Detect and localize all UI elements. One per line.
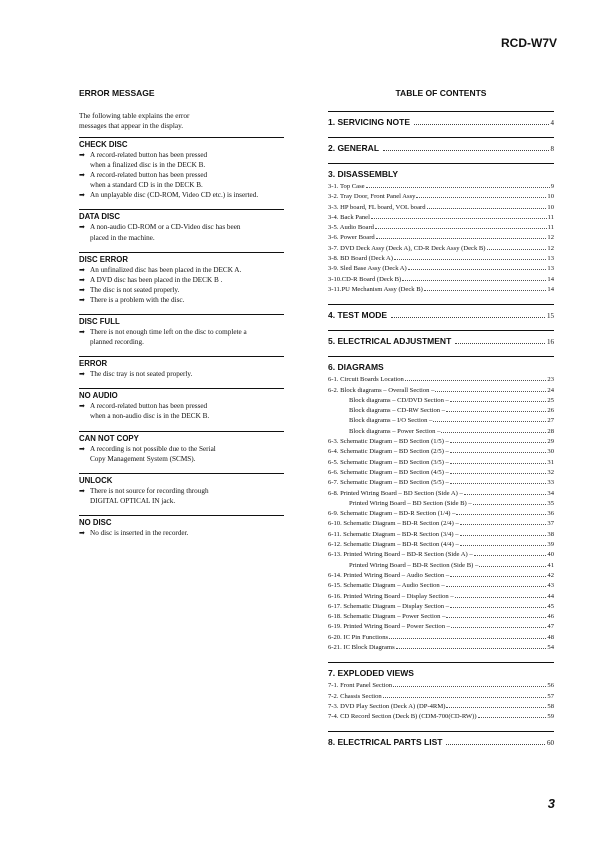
toc-entry[interactable] [328,692,554,702]
error-explanation-line [79,150,284,160]
toc-entry-label: 3-9. Sled Base Assy (Deck A) [328,265,407,273]
toc-page-number: 28 [547,427,554,435]
toc-entry-label: 6-6. Schematic Diagram – BD Section (4/5) – [328,468,449,476]
error-explanation-text: A record-related button has been pressed [90,171,208,180]
toc-entry-label: 7-4. CD Record Section (Deck B) (CDM-700(CD-RW)) [328,713,477,721]
toc-entry[interactable] [328,540,554,550]
toc-page-number: 8 [550,145,554,153]
toc-entry[interactable] [328,192,554,202]
toc-entry-label: 6-10. Schematic Diagram – BD-R Section (2/4) – [328,520,459,528]
toc-entry-label: 7-2. Chassis Section [328,692,382,700]
toc-entry-label: 3-4. Back Panel [328,213,370,221]
intro-line: The following table explains the error [79,111,190,120]
toc-section-label: 2. GENERAL [328,143,380,153]
arrow-right-icon: ➡ [79,295,86,304]
toc-page-number: 12 [547,244,554,252]
toc-page-number: 39 [547,541,554,549]
error-explanation-text: There is not enough time left on the disc to complete a [90,328,247,337]
toc-entry-label: 7-1. Front Panel Section [328,682,393,690]
toc-entry-label: 6-16. Printed Wiring Board – Display Section – [328,592,454,600]
dot-leader [435,391,546,392]
toc-entry[interactable] [328,213,554,223]
error-explanation-text: A recording is not possible due to the Serial [90,444,216,453]
dot-leader [414,124,548,125]
toc-section [328,662,554,722]
toc-page-number: 57 [547,692,554,700]
error-message-item [79,209,284,242]
toc-entry[interactable] [328,254,554,264]
toc-entry-label: Block diagrams – I/O Section – [349,417,433,425]
toc-page-number: 27 [547,417,554,425]
error-explanation-line [79,160,284,170]
toc-entry[interactable] [328,489,554,499]
toc-page-number: 31 [547,458,554,466]
toc-page-number: 35 [547,499,554,507]
toc-entry[interactable] [328,592,554,602]
error-explanation-line [79,369,284,379]
dot-leader [450,576,546,577]
toc-entry-label: 6-18. Schematic Diagram – Power Section – [328,613,446,621]
toc-entry-label: 6-11. Schematic Diagram – BD-R Section (3/4) – [328,530,459,538]
toc-entry-label: 3-10.CD-R Board (Deck B) [328,275,402,283]
toc-entry-label: 6-13. Printed Wiring Board – BD-R Section (Side A) – [328,551,473,559]
toc-page-number: 14 [547,285,554,293]
toc-page-number: 16 [547,338,554,347]
error-explanation-line [79,337,284,347]
dot-leader [460,535,547,536]
toc-page-number: 41 [547,561,554,569]
dot-leader [376,238,547,239]
toc-page-number: 48 [547,633,554,641]
error-explanation-line [79,401,284,411]
error-message-item [79,314,284,347]
arrow-right-icon: ➡ [79,191,86,200]
error-explanation-text: Copy Management System (SCMS). [90,454,196,463]
dot-leader [375,228,547,229]
error-explanation-line [79,190,284,200]
toc-entry-label: Printed Wiring Board – BD-R Section (Side B) – [349,561,479,569]
error-explanation-line [79,222,284,232]
error-explanation-text: DIGITAL OPTICAL IN jack. [90,496,176,505]
error-explanation-text: The disc is not seated properly. [90,285,180,294]
toc-page-number: 24 [547,386,554,394]
toc-entry[interactable] [328,550,554,560]
toc-section-title[interactable]: 6. DIAGRAMS [328,362,384,373]
error-explanation-text: planned recording. [90,338,144,347]
toc-page-number: 32 [547,468,554,476]
dot-leader [487,249,547,250]
dot-leader [405,380,547,381]
dot-leader [450,607,546,608]
error-explanation-text: A record-related button has been pressed [90,402,208,411]
dot-leader [450,473,547,474]
dot-leader [460,524,547,525]
toc-section [328,356,554,653]
dot-leader [464,494,547,495]
toc-entry-list [328,182,554,295]
dot-leader [450,452,547,453]
error-explanation-text: A record-related button has been pressed [90,151,208,159]
dot-leader [408,269,547,270]
toc-section-label: 8. ELECTRICAL PARTS LIST [328,737,443,748]
toc-section-title[interactable]: 7. EXPLODED VIEWS [328,668,414,679]
toc-entry-label: 6-15. Schematic Diagram – Audio Section – [328,582,445,590]
dot-leader [450,483,547,484]
toc-entry-list [328,375,554,653]
toc-entry[interactable] [328,681,554,691]
dot-leader [391,317,545,318]
toc-entry[interactable] [328,561,554,571]
toc-entry-label: 3-2. Tray Door, Front Panel Assy [328,193,416,201]
toc-entry[interactable] [328,375,554,385]
arrow-right-icon: ➡ [79,171,86,180]
toc-entry[interactable] [328,712,554,722]
dot-leader [427,208,547,209]
toc-section-list [328,111,554,748]
error-explanation-line [79,528,284,538]
toc-section-title[interactable]: 3. DISASSEMBLY [328,169,399,179]
dot-leader [460,545,547,546]
toc-entry-label: 6-1. Circuit Boards Location [328,376,404,384]
toc-page-number: 10 [547,203,554,211]
error-explanation-text: A non-audio CD-ROM or a CD-Video disc has been [90,223,241,232]
error-message-list [79,137,284,538]
toc-entry-label: 6-3. Schematic Diagram – BD Section (1/5) – [328,438,449,446]
toc-page-number: 26 [547,407,554,415]
toc-page-number: 33 [547,479,554,487]
toc-entry[interactable] [328,223,554,233]
error-message-item [79,388,284,421]
dot-leader [446,744,545,745]
toc-entry[interactable] [328,530,554,540]
toc-entry-label: 6-4. Schematic Diagram – BD Section (2/5) – [328,448,449,456]
toc-entry[interactable] [328,233,554,243]
toc-section [328,304,554,321]
toc-entry-list [328,681,554,722]
error-code: CHECK DISC [79,137,284,149]
toc-entry-label: 3-6. Power Board [328,234,375,242]
toc-entry[interactable] [328,519,554,529]
toc-page-number: 56 [547,682,554,690]
toc-heading: TABLE OF CONTENTS [395,88,487,98]
error-explanation-line [79,327,284,337]
error-message-item [79,137,284,200]
toc-page-number: 23 [547,376,554,384]
dot-leader [383,697,547,698]
error-code: DISC ERROR [79,252,284,264]
toc-page-number: 34 [547,489,554,497]
toc-entry[interactable] [328,622,554,632]
error-explanation-line [79,454,284,464]
toc-entry-label: 6-20. IC Pin Functions [328,633,389,641]
toc-entry[interactable] [328,478,554,488]
toc-entry-label: 3-8. BD Board (Deck A) [328,255,394,263]
toc-page-number: 25 [547,396,554,404]
dot-leader [446,586,547,587]
error-explanation-line [79,496,284,506]
error-explanation-text: when a standard CD is in the DECK B. [90,181,203,190]
toc-entry[interactable] [328,203,554,213]
toc-section-title[interactable] [328,336,554,347]
error-explanation-text: The disc tray is not seated properly. [90,370,193,379]
dot-leader [441,432,546,433]
error-message-item [79,431,284,464]
toc-page-number: 44 [547,592,554,600]
toc-page-number: 13 [547,265,554,273]
toc-section [328,163,554,295]
toc-section-label: 5. ELECTRICAL ADJUSTMENT [328,336,452,347]
toc-page-number: 42 [547,571,554,579]
toc-entry[interactable] [328,396,554,406]
error-explanation-line [79,411,284,421]
error-code: ERROR [79,356,284,368]
error-explanation-text: when a non-audio disc is in the DECK B. [90,412,210,421]
toc-page-number: 37 [547,520,554,528]
toc-page-number: 45 [547,602,554,610]
toc-entry-label: Block diagrams – CD/DVD Section – [349,396,449,404]
toc-page-number: 15 [547,312,554,321]
toc-entry-label: Printed Wiring Board – BD Section (Side B) – [349,499,472,507]
toc-entry-label: 6-5. Schematic Diagram – BD Section (3/5) – [328,458,449,466]
toc-entry-label: 6-9. Schematic Diagram – BD-R Section (1/4) – [328,510,456,518]
toc-page-number: 14 [547,275,554,283]
toc-section-title[interactable] [328,310,554,321]
error-explanation-line [79,233,284,243]
toc-section [328,330,554,347]
error-explanation-text: A DVD disc has been placed in the DECK B . [90,275,223,284]
dot-leader [371,218,547,219]
dot-leader [424,290,547,291]
dot-leader [416,197,546,198]
dot-leader [451,627,546,628]
toc-section-title[interactable] [328,117,554,128]
toc-entry[interactable] [328,386,554,396]
toc-entry[interactable] [328,437,554,447]
error-explanation-line [79,285,284,295]
arrow-right-icon: ➡ [79,223,86,232]
toc-entry-label: 3-3. HP board, FL board, VOL board [328,203,426,211]
toc-entry[interactable] [328,571,554,581]
toc-page-number: 46 [547,613,554,621]
toc-entry-label: 6-21. IC Block Diagrams [328,643,395,651]
toc-entry-label: Block diagrams – Power Section – [349,427,441,435]
table-of-contents [328,88,554,757]
toc-page-number: 36 [547,510,554,518]
toc-entry[interactable] [328,509,554,519]
toc-entry[interactable] [328,264,554,274]
error-explanation-line [79,180,284,190]
toc-entry-label: 3-1. Top Case [328,183,365,190]
error-message-intro [79,111,284,131]
arrow-right-icon: ➡ [79,402,86,411]
toc-page-number: 13 [547,255,554,263]
toc-entry[interactable] [328,447,554,457]
toc-page-number: 43 [547,582,554,590]
toc-entry[interactable] [328,427,554,437]
dot-leader [394,259,546,260]
error-code: NO DISC [79,515,284,527]
toc-entry-label: Block diagrams – CD-RW Section – [349,407,446,415]
toc-entry[interactable] [328,182,554,192]
error-message-item [79,515,284,538]
toc-section [328,137,554,154]
toc-page-number: 10 [547,193,554,201]
toc-entry[interactable] [328,416,554,426]
toc-entry[interactable] [328,612,554,622]
dot-leader [478,717,547,718]
toc-entry-label: 3-7. DVD Deck Assy (Deck A), CD-R Deck Assy (Deck B) [328,244,486,252]
error-code: NO AUDIO [79,388,284,400]
dot-leader [446,617,546,618]
error-code: CAN NOT COPY [79,431,284,443]
arrow-right-icon: ➡ [79,370,86,379]
toc-page-number: 59 [547,713,554,721]
error-message-item [79,252,284,305]
toc-section-label: 1. SERVICING NOTE [328,117,411,127]
toc-entry[interactable] [328,406,554,416]
toc-section-title[interactable] [328,143,554,154]
error-code: DISC FULL [79,314,284,326]
error-code: UNLOCK [79,473,284,485]
error-explanation-text: There is not source for recording through [90,486,209,495]
arrow-right-icon: ➡ [79,285,86,294]
error-explanation-text: An unfinalized disc has been placed in the DECK A. [90,265,242,274]
error-message-item [79,473,284,506]
toc-page-number: 58 [547,702,554,710]
intro-line: messages that appear in the display. [79,121,184,130]
dot-leader [389,638,546,639]
error-message-column [79,88,284,547]
dot-leader [456,514,546,515]
toc-section-label: 4. TEST MODE [328,310,388,321]
error-explanation-text: placed in the machine. [90,233,155,242]
dot-leader [474,555,547,556]
toc-entry[interactable] [328,702,554,712]
toc-entry[interactable] [328,643,554,653]
arrow-right-icon: ➡ [79,486,86,495]
toc-page-number: 54 [547,643,554,651]
dot-leader [393,686,546,687]
toc-page-number: 11 [547,224,554,232]
dot-leader [473,504,547,505]
toc-entry[interactable] [328,602,554,612]
toc-entry-label: 6-12. Schematic Diagram – BD-R Section (4/4) – [328,541,459,549]
toc-page-number: 12 [547,234,554,242]
error-explanation-line [79,275,284,285]
page-number: 3 [547,796,555,811]
toc-page-number: 47 [547,623,554,631]
toc-page-number: 11 [547,213,554,221]
toc-entry-label: 3-11.PU Mechanism Assy (Deck B) [328,285,423,293]
arrow-right-icon: ➡ [79,151,86,159]
error-code: DATA DISC [79,209,284,221]
toc-entry[interactable] [328,468,554,478]
model-name: RCD-W7V [501,36,557,50]
dot-leader [450,401,547,402]
toc-section [328,731,554,748]
error-explanation-line [79,170,284,180]
toc-page-number: 38 [547,530,554,538]
dot-leader [383,150,548,151]
arrow-right-icon: ➡ [79,265,86,274]
toc-section [328,111,554,128]
toc-section-title[interactable] [328,737,554,748]
dot-leader [402,280,546,281]
dot-leader [455,597,547,598]
toc-entry-label: 6-8. Printed Wiring Board – BD Section (Side A) – [328,489,463,497]
error-explanation-text: No disc is inserted in the recorder. [90,528,189,537]
error-message-heading: ERROR MESSAGE [79,88,155,98]
toc-page-number: 30 [547,448,554,456]
toc-entry-label: 6-14. Printed Wiring Board – Audio Section – [328,571,450,579]
arrow-right-icon: ➡ [79,275,86,284]
dot-leader [446,411,546,412]
toc-entry-label: 7-3. DVD Play Section (Deck A) (DP-4RM) [328,702,446,710]
toc-page-number: 9 [550,183,554,190]
toc-entry-label: 6-2. Block diagrams – Overall Section – [328,386,435,394]
toc-entry[interactable] [328,458,554,468]
toc-entry[interactable] [328,499,554,509]
toc-entry[interactable] [328,581,554,591]
dot-leader [479,566,546,567]
arrow-right-icon: ➡ [79,528,86,537]
toc-page-number: 40 [547,551,554,559]
toc-entry[interactable] [328,285,554,295]
toc-entry-label: 6-17. Schematic Diagram – Display Section – [328,602,450,610]
dot-leader [446,707,546,708]
toc-entry-label: 6-7. Schematic Diagram – BD Section (5/5) – [328,479,449,487]
arrow-right-icon: ➡ [79,328,86,337]
error-explanation-line [79,444,284,454]
arrow-right-icon: ➡ [79,444,86,453]
error-explanation-text: An unplayable disc (CD-ROM, Video CD etc.) is inserted. [90,191,259,200]
toc-entry[interactable] [328,275,554,285]
dot-leader [450,442,547,443]
error-explanation-line [79,486,284,496]
error-explanation-line [79,295,284,305]
toc-entry-label: 3-5. Audio Board [328,224,374,232]
toc-page-number: 4 [550,119,554,127]
dot-leader [433,421,546,422]
toc-entry[interactable] [328,244,554,254]
dot-leader [366,187,550,188]
toc-entry[interactable] [328,633,554,643]
error-explanation-text: There is a problem with the disc. [90,295,185,304]
toc-page-number: 60 [547,739,554,748]
dot-leader [455,343,545,344]
error-message-item [79,356,284,379]
error-explanation-line [79,265,284,275]
dot-leader [396,648,547,649]
error-explanation-text: when a finalized disc is in the DECK B. [90,161,206,170]
dot-leader [450,463,547,464]
toc-entry-label: 6-19. Printed Wiring Board – Power Section – [328,623,450,631]
toc-page-number: 29 [547,438,554,446]
